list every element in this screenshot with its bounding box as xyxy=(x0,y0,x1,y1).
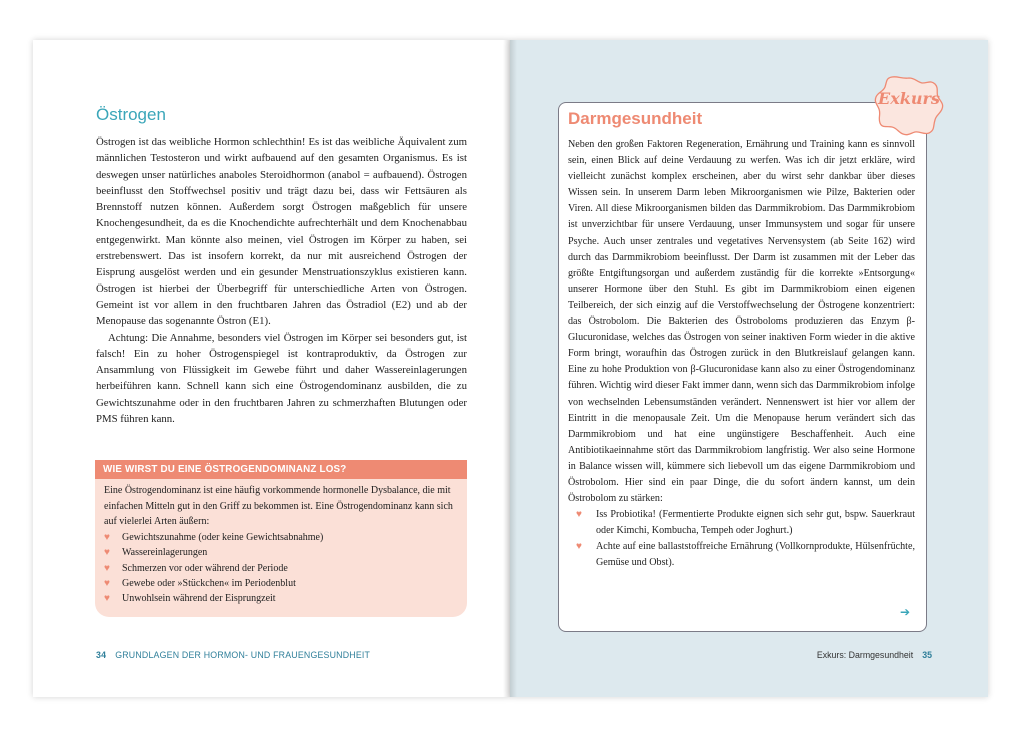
excursus-title: Darmgesundheit xyxy=(568,109,703,128)
info-box-heading: WIE WIRST DU EINE ÖSTROGENDOMINANZ LOS? xyxy=(95,460,467,479)
section-body xyxy=(96,134,467,427)
book-spine xyxy=(503,40,517,697)
heart-icon: ♥ xyxy=(104,578,110,589)
section-title: Östrogen xyxy=(96,105,166,124)
left-footer xyxy=(96,650,370,660)
badge-label: Exkurs xyxy=(878,89,940,108)
heart-icon: ♥ xyxy=(576,509,582,521)
list-item: ♥ Schmerzen vor oder während der Periode xyxy=(104,561,467,576)
right-footer xyxy=(817,650,932,660)
paragraph: Neben den großen Faktoren Regeneration, Ernährung und Training kann es sinnvoll sein, einen Blick auf deine Verdauung zu werfen. Was ich dir jetzt erkläre, wird vielleicht zunächst komplex erscheinen, aber du wirst sehr dankbar über dieses Wissen sein. In unserem Darm leben Mikroorganismen wie Pilze, Bakterien oder Viren. All diese Mikroorganismen bilden das Darmmikrobiom. Das Darmmikrobiom ist unverzichtbar für unsere Verdauung, unser Immunsystem und sogar für unsere Psyche. Auch unser zentrales und vegetatives Nervensystem (ab Seite 162) wird durch das Darmmikrobiom beeinflusst. Der Darm ist zusammen mit der Leber das größte Entgiftungsorgan und außerdem zuständig für die korrekte »Entsorgung« unserer Hormone über den Stuhl. Es gibt im Darmmikrobiom einen eigenen Teilbereich, der sich einzig auf die Verstoffwechselung der Östrogene konzentriert: das Östrobolom. Die Bakterien des Östroboloms produzieren das Enzym β-Glucuronidase, welches das Östrogen von seiner inaktiven Form wieder in die aktive Form bringt, woraufhin das Östrogen zurück in den Blutkreislauf gelangen kann. Eine zu hohe Produktion von β-Glucuronidase kann also zu einer Östrogendominanz führen. Wichtig wird dieser Fakt immer dann, wenn sich das Darmmikrobiom infolge von wechselnden Lebensumständen verändert. Nennenswert ist hier vor allem der Eintritt in die menopausale Zeit. Um die Menopause herum verändert sich das Darmmikrobiom und hat eine ungünstigere Beschaffenheit. Auch eine Antibiotikaeinnahme stört das Darmmikrobiom langfristig. Wer also seine Hormone in Balance wissen will, kümmere sich liebevoll um das eigene Darmmikrobiom und Östrobolom. Hier sind ein paar Dinge, die du sofort ändern kannst, um dein Östrobolom zu stärken: xyxy=(568,139,915,505)
list-item: ♥ Gewebe oder »Stückchen« im Periodenblut xyxy=(104,576,467,591)
info-box-intro: Eine Östrogendominanz ist eine häufig vorkommende hormonelle Dysbalance, die mit einfachen Mitteln gut in den Griff zu bekommen ist. Eine Östrogendominanz kann sich auf vielerlei Arten äußern: xyxy=(104,485,453,528)
paragraph: Achtung: Die Annahme, besonders viel Östrogen im Körper sei besonders gut, ist falsch! Ein zu hoher Östrogenspiegel ist kontraproduktiv, da Östrogen zur Ansammlung von Flüssigkeit im Gewebe führt und daher Wassereinlagerungen herbeiführen kann. Schnell kann sich eine Östrogendominanz ausbilden, die zu Gewichtszunahme oder in den fruchtbaren Jahren zu schmerzhaften Blutungen oder PMS führen kann. xyxy=(96,331,467,426)
running-title: GRUNDLAGEN DER HORMON- UND FRAUENGESUNDHEIT xyxy=(115,650,371,660)
info-box-list xyxy=(95,530,467,607)
paragraph: Östrogen ist das weibliche Hormon schlechthin! Es ist das weibliche Äquivalent zum männlichen Testosteron und wirkt aufbauend auf den gesamten Organismus. Es ist deswegen unser natürliches anaboles Steroidhormon (anabol = aufbauend). Östrogen beeinflusst den Stoffwechsel positiv und trägt dazu bei, dass wir Fettsäuren als Brennstoff nutzen können. Außerdem sorgt Östrogen maßgeblich für unsere Knochengesundheit, da es die Knochendichte aufrechterhält und dem Knochenabbau entgegenwirkt. Man könnte also meinen, viel Östrogen im Körper zu haben, sei erstrebenswert. Das ist insofern korrekt, da nur mit ausreichend Östrogen der Eisprung ausgelöst werden und ein gesunder Menstruationszyklus existieren kann. Östrogen ist hierbei der Überbegriff für unterschiedliche Arten von Östrogen. Gemeint ist vor allem in den fruchtbaren Jahren das Östradiol (E2) und ab der Menopause das sogenannte Östron (E1). xyxy=(96,136,467,328)
excursus-body xyxy=(568,137,915,572)
heart-icon: ♥ xyxy=(576,541,582,553)
page-number: 35 xyxy=(922,650,932,660)
list-item: ♥ Wassereinlagerungen xyxy=(104,545,467,560)
list-item: ♥ Gewichtszunahme (oder keine Gewichtsabnahme) xyxy=(104,530,467,545)
heart-icon: ♥ xyxy=(104,547,110,559)
info-box xyxy=(95,460,467,617)
list-item: ♥ Unwohlsein während der Eisprungzeit xyxy=(104,591,467,606)
arrow-right-icon: ➔ xyxy=(900,605,911,619)
heart-icon: ♥ xyxy=(104,593,110,605)
page-number: 34 xyxy=(96,650,107,660)
list-item: ♥ Iss Probiotika! (Fermentierte Produkte eignen sich sehr gut, bspw. Sauerkraut oder Kimchi, Kombucha, Tempeh oder Joghurt.) xyxy=(576,507,915,539)
list-item: ♥ Achte auf eine ballaststoffreiche Ernährung (Vollkornprodukte, Hülsenfrüchte, Gemüse und Obst). xyxy=(576,539,915,571)
excursus-list xyxy=(568,507,915,571)
heart-icon: ♥ xyxy=(104,531,110,543)
heart-icon: ♥ xyxy=(104,562,110,574)
running-title: Exkurs: Darmgesundheit xyxy=(816,650,914,660)
